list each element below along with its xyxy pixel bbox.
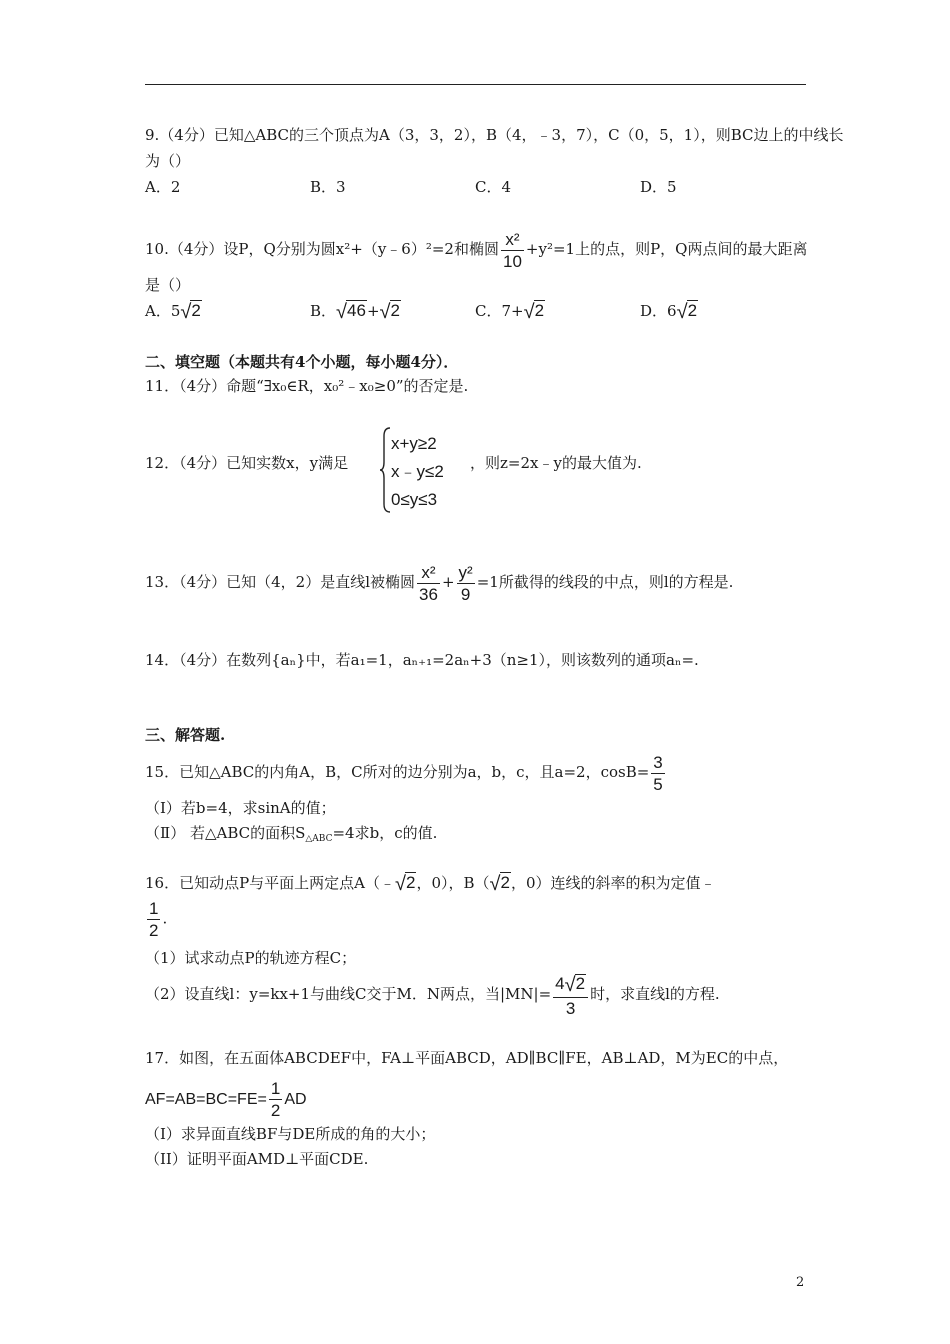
q10-pre: 10.（4分）设P，Q分别为圆x²+（y﹣6）²=2和椭圆 xyxy=(145,240,499,258)
q16-post: ，0）连线的斜率的积为定值﹣ xyxy=(511,874,716,892)
q17-line2 xyxy=(145,1078,307,1122)
q13-fraction-2 xyxy=(457,564,475,603)
q16-frac2-num xyxy=(553,974,588,998)
q17-part1: （I）求异面直线BF与DE所成的角的大小； xyxy=(145,1125,436,1143)
q16-frac2-den: 3 xyxy=(565,998,576,1018)
q10-opt-d-radicand: 2 xyxy=(687,301,698,320)
q17-frac-den: 2 xyxy=(270,1101,281,1121)
header-rule xyxy=(145,84,806,85)
q15-pre: 15．已知△ABC的内角A，B，C所对的边分别为a，b，c，且a=2，cosB= xyxy=(145,763,650,781)
q16-radicand-a: 2 xyxy=(406,873,416,892)
q13-pre: 13．（4分）已知（4，2）是直线l被椭圆 xyxy=(145,573,416,591)
q16-radicand-b: 2 xyxy=(500,873,510,892)
q12-post: ，则z=2x﹣y的最大值为. xyxy=(470,454,642,472)
q15-part2-sub: △ABC xyxy=(305,834,333,844)
q15-line1 xyxy=(145,752,667,793)
q10-line2: 是（） xyxy=(145,276,191,294)
q11: 11．（4分）命题“∃x₀∈R，x₀²﹣x₀≥0”的否定是. xyxy=(145,377,469,395)
q10-opt-a-radicand: 2 xyxy=(191,301,201,320)
q16-frac2-num-int: 4 xyxy=(555,973,565,993)
q12-constraint-system xyxy=(391,430,444,514)
q12-constraint-2: x﹣y≤2 xyxy=(391,462,444,481)
q10-option-b xyxy=(310,300,401,322)
q16-frac-num: 1 xyxy=(149,899,159,918)
q10-post: +y²=1上的点，则P，Q两点间的最大距离 xyxy=(525,240,808,258)
q9-line1: 9.（4分）已知△ABC的三个顶点为A（3，3，2），B（4，﹣3，7），C（0，5，1），则BC边上的中线长 xyxy=(145,126,844,144)
q12-pre: 12．（4分）已知实数x，y满足 xyxy=(145,454,349,472)
q10-option-a xyxy=(145,300,202,322)
q16-line1 xyxy=(145,872,716,894)
q15-frac-num: 3 xyxy=(653,752,663,772)
q10-opt-d-label: D．6 xyxy=(640,302,677,320)
q17-line2-pre: AF=AB=BC=FE= xyxy=(145,1091,267,1108)
q16-fraction xyxy=(147,900,160,939)
q10-fraction xyxy=(501,231,524,270)
left-brace xyxy=(379,426,391,514)
q10-opt-b-radicand1: 46 xyxy=(347,301,366,320)
q13-line xyxy=(145,560,733,604)
q16-frac-den: 2 xyxy=(149,921,159,940)
q13-plus: + xyxy=(441,573,455,591)
q16-part1: （1）试求动点P的轨迹方程C； xyxy=(145,949,357,967)
q9-option-c: C．4 xyxy=(475,178,512,196)
q17-part2: （II）证明平面AMD⊥平面CDE. xyxy=(145,1150,369,1168)
q16-line2 xyxy=(145,900,167,939)
q17-line2-post: AD xyxy=(284,1091,307,1108)
q15-part2-pre: （Ⅱ） 若△ABC的面积S xyxy=(145,824,306,842)
q10-frac-num: x² xyxy=(501,231,524,251)
sqrt-symbol: √2 xyxy=(489,873,510,895)
sqrt-symbol: √2 xyxy=(180,301,201,323)
q10-opt-c-radicand: 2 xyxy=(534,301,545,320)
q13-f2-num: y² xyxy=(458,562,473,582)
q9-option-a: A．2 xyxy=(145,178,181,196)
q16-pre: 16．已知动点P与平面上两定点A（﹣ xyxy=(145,874,396,892)
q16-frac2-radicand: 2 xyxy=(575,973,586,993)
q15-fraction xyxy=(651,754,664,793)
q13-f1-num: x² xyxy=(417,564,440,584)
q15-frac-den: 5 xyxy=(653,774,663,794)
q10-opt-b-label: B． xyxy=(310,302,337,320)
q10-opt-b-radicand2: 2 xyxy=(390,301,400,320)
sqrt-symbol: √2 xyxy=(523,301,545,323)
sqrt-symbol: √2 xyxy=(564,973,586,996)
section-3-heading: 三、解答题. xyxy=(145,726,226,744)
q10-option-c xyxy=(475,300,545,322)
q9-option-b: B．3 xyxy=(310,178,346,196)
q10-option-d xyxy=(640,300,698,322)
q10-opt-c-label: C．7+ xyxy=(475,302,524,320)
sqrt-symbol: √46 xyxy=(336,301,366,323)
q10-frac-den: 10 xyxy=(502,251,522,271)
q9-line2: 为（） xyxy=(145,152,191,170)
q13-f2-den: 9 xyxy=(460,584,471,604)
q16-mid: ，0），B（ xyxy=(416,874,490,892)
sqrt-symbol: √2 xyxy=(379,301,400,323)
q16-part2 xyxy=(145,972,720,1017)
q12-constraint-3: 0≤y≤3 xyxy=(391,490,438,509)
q14: 14．（4分）在数列{aₙ}中，若a₁=1，aₙ₊₁=2aₙ+3（n≥1），则该数列的通项aₙ=. xyxy=(145,651,699,669)
q17-line1: 17．如图，在五面体ABCDEF中，FA⊥平面ABCD，AD∥BC∥FE，AB⊥AD，M为EC的中点， xyxy=(145,1049,789,1067)
q16-part2-pre: （2）设直线l：y=kx+1与曲线C交于M．N两点，当|MN|= xyxy=(145,985,552,1003)
q13-f1-den: 36 xyxy=(419,584,438,604)
q15-part1: （Ⅰ）若b=4，求sinA的值； xyxy=(145,799,336,817)
q10-opt-a-label: A．5 xyxy=(145,302,181,320)
page-number: 2 xyxy=(796,1275,805,1290)
q15-part2-post: =4求b，c的值. xyxy=(332,824,438,842)
q9-option-d: D．5 xyxy=(640,178,677,196)
sqrt-symbol: √2 xyxy=(676,301,698,323)
q16-dot: . xyxy=(162,909,168,928)
q13-fraction-1 xyxy=(417,564,440,603)
q12-constraint-1: x+y≥2 xyxy=(391,434,437,453)
q16-fraction-2 xyxy=(553,974,588,1017)
q17-frac-num: 1 xyxy=(270,1079,281,1099)
q15-part2 xyxy=(145,823,437,849)
section-2-heading: 二、填空题（本题共有4个小题，每小题4分）． xyxy=(145,353,459,371)
q13-post: =1所截得的线段的中点，则l的方程是. xyxy=(476,573,734,591)
sqrt-symbol: √2 xyxy=(395,873,416,895)
q16-part2-post: 时，求直线l的方程. xyxy=(590,985,720,1003)
q10-line1 xyxy=(145,228,807,270)
q17-fraction xyxy=(269,1080,282,1119)
q10-opt-b-plus: + xyxy=(366,302,380,320)
